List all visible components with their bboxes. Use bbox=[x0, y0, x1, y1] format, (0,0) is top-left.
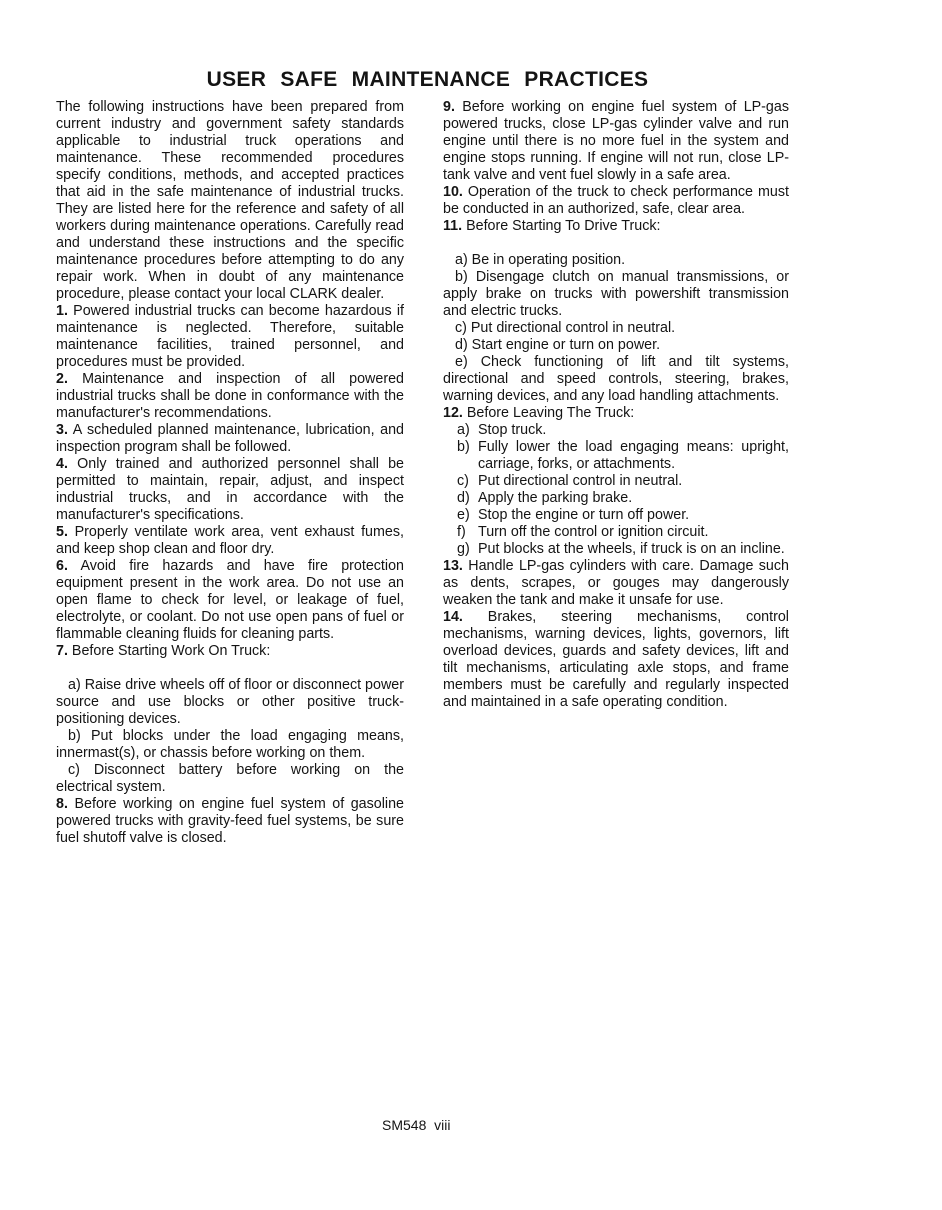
item-5 bbox=[56, 524, 404, 558]
item-7 bbox=[56, 643, 404, 660]
item-10 bbox=[443, 184, 789, 218]
item-2 bbox=[56, 371, 404, 422]
sub-item-label: a) bbox=[457, 422, 470, 438]
sub-item: c) Disconnect battery before working on the electrical system. bbox=[56, 762, 404, 795]
item-8 bbox=[56, 796, 404, 847]
item-number: 1. bbox=[56, 303, 68, 319]
sub-item-label: c) bbox=[457, 473, 469, 489]
sub-item-text: Stop truck. bbox=[478, 422, 547, 438]
item-number: 4. bbox=[56, 456, 68, 472]
sub-item bbox=[443, 473, 789, 490]
sub-item-label: f) bbox=[457, 524, 466, 540]
sub-item: d) Start engine or turn on power. bbox=[455, 337, 661, 353]
item-number: 11. bbox=[443, 218, 463, 234]
item-3 bbox=[56, 422, 404, 456]
item-number: 6. bbox=[56, 558, 68, 574]
item-text: Before working on engine fuel system of gasoline powered trucks with gravity-feed fuel systems, be sure fuel shutoff valve is closed. bbox=[56, 796, 404, 846]
sub-item-text: Stop the engine or turn off power. bbox=[478, 507, 690, 523]
item-number: 13. bbox=[443, 558, 463, 574]
item-text: Before Starting To Drive Truck: bbox=[466, 218, 661, 234]
item-13 bbox=[443, 558, 789, 609]
sub-item bbox=[443, 422, 789, 439]
item-12 bbox=[443, 405, 789, 422]
sub-item-label: b) bbox=[457, 439, 470, 455]
sub-item bbox=[443, 541, 789, 558]
item-number: 3. bbox=[56, 422, 68, 438]
item-4 bbox=[56, 456, 404, 524]
sub-item-text: Fully lower the load engaging means: upright, carriage, forks, or attachments. bbox=[478, 439, 789, 472]
item-6 bbox=[56, 558, 404, 643]
item-1 bbox=[56, 303, 404, 371]
item-number: 10. bbox=[443, 184, 463, 200]
item-text: Maintenance and inspection of all powered industrial trucks shall be done in conformance with the manufacturer's recommendations. bbox=[56, 371, 404, 421]
item-11 bbox=[443, 218, 789, 235]
intro-paragraph: The following instructions have been prepared from current industry and government safety standards applicable to industrial truck operations and maintenance. These recommended procedures specify conditions, methods, and accepted practices that aid in the safe maintenance of industrial trucks. They are listed here for the reference and safety of all workers during maintenance operations. Carefully read and understand these instructions and the specific maintenance procedures before attempting to do any repair work. When in doubt of any maintenance procedure, please contact your local CLARK dealer. bbox=[56, 99, 404, 302]
item-text: Avoid fire hazards and have fire protection equipment present in the work area. Do not use an open flame to check for level, or leakage of fuel, electrolyte, or coolant. Do not use open pans of fuel or flammable cleaning fluids for cleaning parts. bbox=[56, 558, 404, 642]
page-title: USER SAFE MAINTENANCE PRACTICES bbox=[206, 68, 649, 91]
item-text: Brakes, steering mechanisms, control mechanisms, warning devices, lights, governors, lift overload devices, guards and safety devices, lift and tilt mechanisms, articulating axle stops, and frame members must be carefully and regularly inspected and maintained in a safe operating condition. bbox=[443, 609, 789, 710]
sub-item bbox=[443, 524, 789, 541]
item-number: 8. bbox=[56, 796, 68, 812]
item-text: Only trained and authorized personnel shall be permitted to maintain, repair, adjust, and inspect industrial trucks, and in accordance with the manufacturer's specifications. bbox=[56, 456, 404, 523]
sub-item-label: d) bbox=[457, 490, 470, 506]
sub-item-label: e) bbox=[457, 507, 470, 523]
item-number: 5. bbox=[56, 524, 68, 540]
item-text: Before Starting Work On Truck: bbox=[71, 643, 271, 659]
sub-item bbox=[443, 490, 789, 507]
item-number: 14. bbox=[443, 609, 463, 625]
item-text: A scheduled planned maintenance, lubrication, and inspection program shall be followed. bbox=[56, 422, 404, 455]
sub-item-text: Apply the parking brake. bbox=[478, 490, 633, 506]
item-text: Handle LP-gas cylinders with care. Damage such as dents, scrapes, or gouges may dangerously weaken the tank and make it unsafe for use. bbox=[443, 558, 789, 608]
page-number: viii bbox=[434, 1117, 451, 1133]
item-number: 9. bbox=[443, 99, 455, 115]
left-column bbox=[56, 99, 404, 847]
item-text: Operation of the truck to check performance must be conducted in an authorized, safe, clear area. bbox=[443, 184, 789, 217]
page-footer bbox=[382, 1117, 450, 1133]
item-number: 12. bbox=[443, 405, 463, 421]
sub-item-text: Turn off the control or ignition circuit. bbox=[478, 524, 709, 540]
right-column bbox=[443, 99, 789, 711]
item-text: Before working on engine fuel system of LP-gas powered trucks, close LP-gas cylinder valve and run engine until there is no more fuel in the system and engine stops running. If engine will not run, close LP-tank valve and vent fuel slowly in a safe area. bbox=[443, 99, 789, 183]
item-14 bbox=[443, 609, 789, 711]
item-7-subitems bbox=[56, 677, 404, 796]
item-9 bbox=[443, 99, 789, 184]
item-12-subitems bbox=[443, 422, 789, 558]
item-text: Powered industrial trucks can become hazardous if maintenance is neglected. Therefore, suitable maintenance facilities, trained personnel, and procedures must be provided. bbox=[56, 303, 404, 370]
sub-item: c) Put directional control in neutral. bbox=[455, 320, 676, 336]
sub-item: a) Raise drive wheels off of floor or disconnect power source and use blocks or other positive truck-positioning devices. bbox=[56, 677, 404, 727]
sub-item-label: g) bbox=[457, 541, 470, 557]
sub-item: b) Disengage clutch on manual transmissions, or apply brake on trucks with powershift transmission and electric trucks. bbox=[443, 269, 789, 319]
item-11-subitems bbox=[443, 252, 789, 405]
item-text: Properly ventilate work area, vent exhaust fumes, and keep shop clean and floor dry. bbox=[56, 524, 404, 557]
item-number: 2. bbox=[56, 371, 68, 387]
sub-item bbox=[443, 439, 789, 473]
sub-item-text: Put directional control in neutral. bbox=[478, 473, 683, 489]
sub-item-text: Put blocks at the wheels, if truck is on an incline. bbox=[478, 541, 785, 557]
item-number: 7. bbox=[56, 643, 68, 659]
item-text: Before Leaving The Truck: bbox=[466, 405, 635, 421]
manual-code: SM548 bbox=[382, 1117, 427, 1133]
sub-item bbox=[443, 507, 789, 524]
sub-item: e) Check functioning of lift and tilt systems, directional and speed controls, steering, brakes, warning devices, and any load handling attachments. bbox=[443, 354, 789, 404]
sub-item: a) Be in operating position. bbox=[455, 252, 626, 268]
sub-item: b) Put blocks under the load engaging means, innermast(s), or chassis before working on them. bbox=[56, 728, 404, 761]
